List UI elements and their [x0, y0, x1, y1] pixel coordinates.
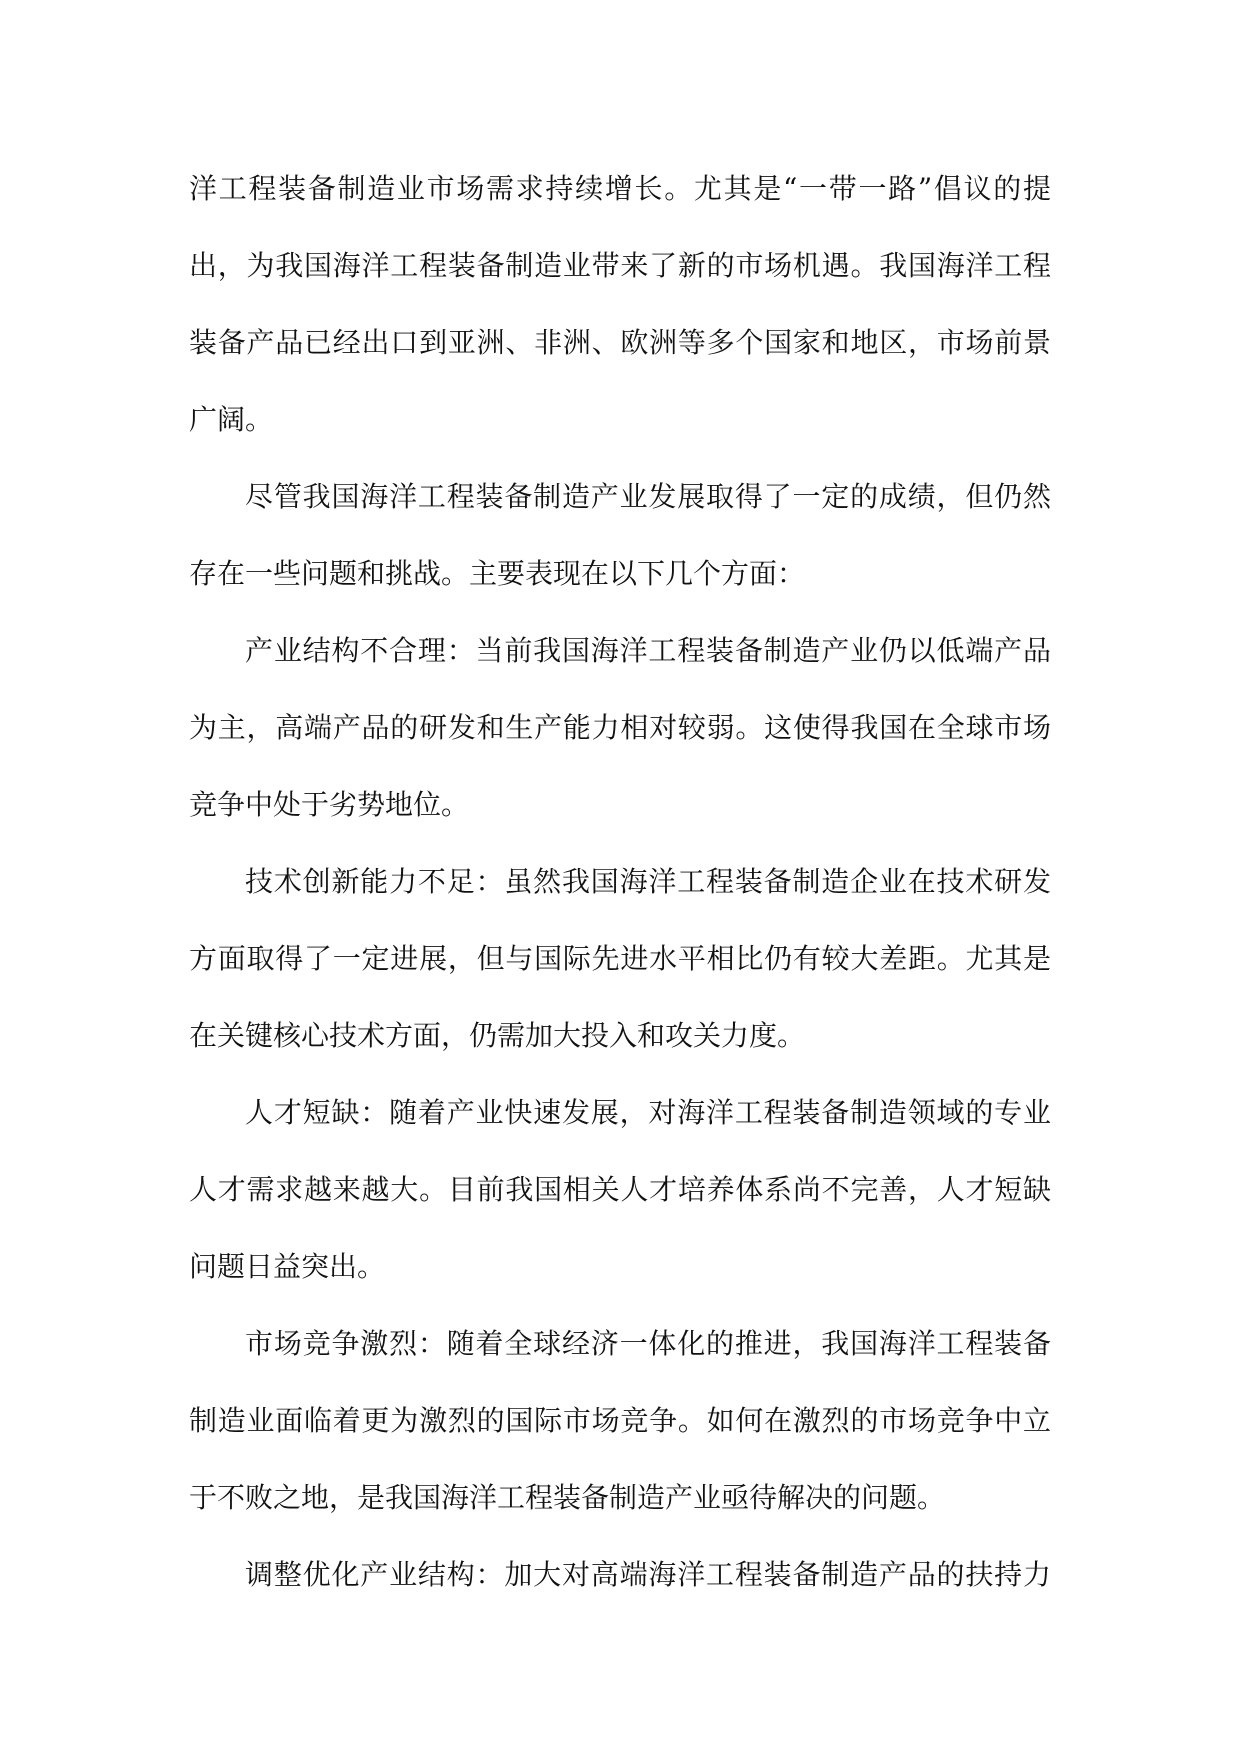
paragraph — [189, 1305, 1051, 1536]
paragraph — [189, 150, 1051, 458]
text-line: 人才短缺：随着产业快速发展，对海洋工程装备制造领域的专业 — [245, 1096, 1051, 1129]
text-line: 人才需求越来越大。目前我国相关人才培养体系尚不完善，人才短缺 — [189, 1173, 1051, 1206]
paragraph — [189, 843, 1051, 1074]
text-line: 问题日益突出。 — [189, 1250, 386, 1283]
text-line: 产业结构不合理：当前我国海洋工程装备制造产业仍以低端产品 — [245, 634, 1051, 667]
text-line: 方面取得了一定进展，但与国际先进水平相比仍有较大差距。尤其是 — [189, 942, 1051, 975]
paragraph — [189, 1074, 1051, 1305]
text-line: 竞争中处于劣势地位。 — [189, 788, 470, 821]
text-line: 广阔。 — [189, 403, 274, 436]
body-text — [189, 150, 1051, 1613]
text-line: 存在一些问题和挑战。主要表现在以下几个方面： — [189, 557, 806, 590]
text-line: 洋工程装备制造业市场需求持续增长。尤其是“一带一路”倡议的提 — [189, 172, 1051, 205]
paragraph — [189, 1536, 1051, 1613]
text-line: 于不败之地，是我国海洋工程装备制造产业亟待解决的问题。 — [189, 1481, 946, 1514]
text-line: 市场竞争激烈：随着全球经济一体化的推进，我国海洋工程装备 — [245, 1327, 1051, 1360]
text-line: 尽管我国海洋工程装备制造产业发展取得了一定的成绩，但仍然 — [245, 480, 1051, 513]
text-line: 出，为我国海洋工程装备制造业带来了新的市场机遇。我国海洋工程 — [189, 249, 1051, 282]
text-line: 在关键核心技术方面，仍需加大投入和攻关力度。 — [189, 1019, 806, 1052]
text-line: 制造业面临着更为激烈的国际市场竞争。如何在激烈的市场竞争中立 — [189, 1404, 1051, 1437]
text-line: 为主，高端产品的研发和生产能力相对较弱。这使得我国在全球市场 — [189, 711, 1051, 744]
text-line: 装备产品已经出口到亚洲、非洲、欧洲等多个国家和地区，市场前景 — [189, 326, 1051, 359]
paragraph — [189, 458, 1051, 612]
paragraph — [189, 612, 1051, 843]
text-line: 技术创新能力不足：虽然我国海洋工程装备制造企业在技术研发 — [245, 865, 1051, 898]
text-line: 调整优化产业结构：加大对高端海洋工程装备制造产品的扶持力 — [245, 1558, 1051, 1591]
